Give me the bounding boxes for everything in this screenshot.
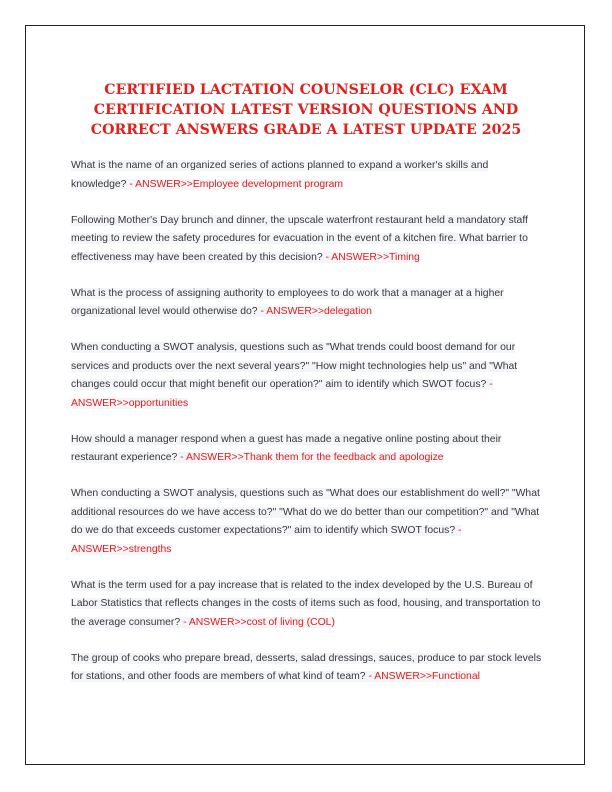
qa-item-5 xyxy=(71,431,545,468)
qa-item-4 xyxy=(71,339,545,413)
question-text: What is the name of an organized series of actions planned to expand a worker's skills and knowledge? xyxy=(71,160,489,190)
qa-list xyxy=(71,157,545,704)
qa-item-6 xyxy=(71,485,545,559)
qa-item-7 xyxy=(71,577,545,633)
answer-text: - ANSWER>>opportunities xyxy=(71,379,493,409)
answer-text: - ANSWER>>strengths xyxy=(71,525,462,555)
answer-text: - ANSWER>>cost of living (COL) xyxy=(183,616,335,628)
question-text: What is the process of assigning authority to employees to do work that a manager at a higher organizational level would otherwise do? xyxy=(71,287,504,317)
answer-text: - ANSWER>>Functional xyxy=(368,671,480,682)
answer-text: - ANSWER>>Timing xyxy=(325,251,420,263)
qa-item-8 xyxy=(71,650,545,687)
answer-text: - ANSWER>>Employee development program xyxy=(129,178,344,190)
question-text: How should a manager respond when a guest has made a negative online posting about their restaurant experience? xyxy=(71,433,502,463)
question-text: When conducting a SWOT analysis, questions such as "What does our establishment do well?" "What additional resources do we have access to?" "What do we do better than our competition?" and "What do we do that exceeds customer expectations?" aim to identify which SWOT focus? xyxy=(71,488,540,536)
qa-item-1 xyxy=(71,157,545,194)
question-text: Following Mother's Day brunch and dinner, the upscale waterfront restaurant held a mandatory staff meeting to review the safety procedures for evacuation in the event of a kitchen fire. What barrier to effectiveness may have been created by this decision? xyxy=(71,214,528,263)
question-text: The group of cooks who prepare bread, desserts, salad dressings, sauces, produce to par stock levels for stations, and other foods are members of what kind of team? xyxy=(71,652,542,682)
qa-item-2 xyxy=(71,212,545,268)
answer-text: - ANSWER>>Thank them for the feedback and apologize xyxy=(180,452,444,463)
question-text: When conducting a SWOT analysis, questions such as "What trends could boost demand for our services and products over the next several years?" "How might technologies help us" and "What changes could occur that might benefit our operation?" aim to identify which SWOT focus? xyxy=(71,342,518,390)
question-text: What is the term used for a pay increase that is related to the index developed by the U.S. Bureau of Labor Statistics that reflects changes in the costs of items such as food, housing, and transportation to the average consumer? xyxy=(71,579,541,628)
document-title: CERTIFIED LACTATION COUNSELOR (CLC) EXAM CERTIFICATION LATEST VERSION QUESTIONS AND CORRECT ANSWERS GRADE A LATEST UPDATE 2025 xyxy=(90,82,522,138)
qa-item-3 xyxy=(71,285,545,322)
answer-text: - ANSWER>>delegation xyxy=(260,306,372,317)
